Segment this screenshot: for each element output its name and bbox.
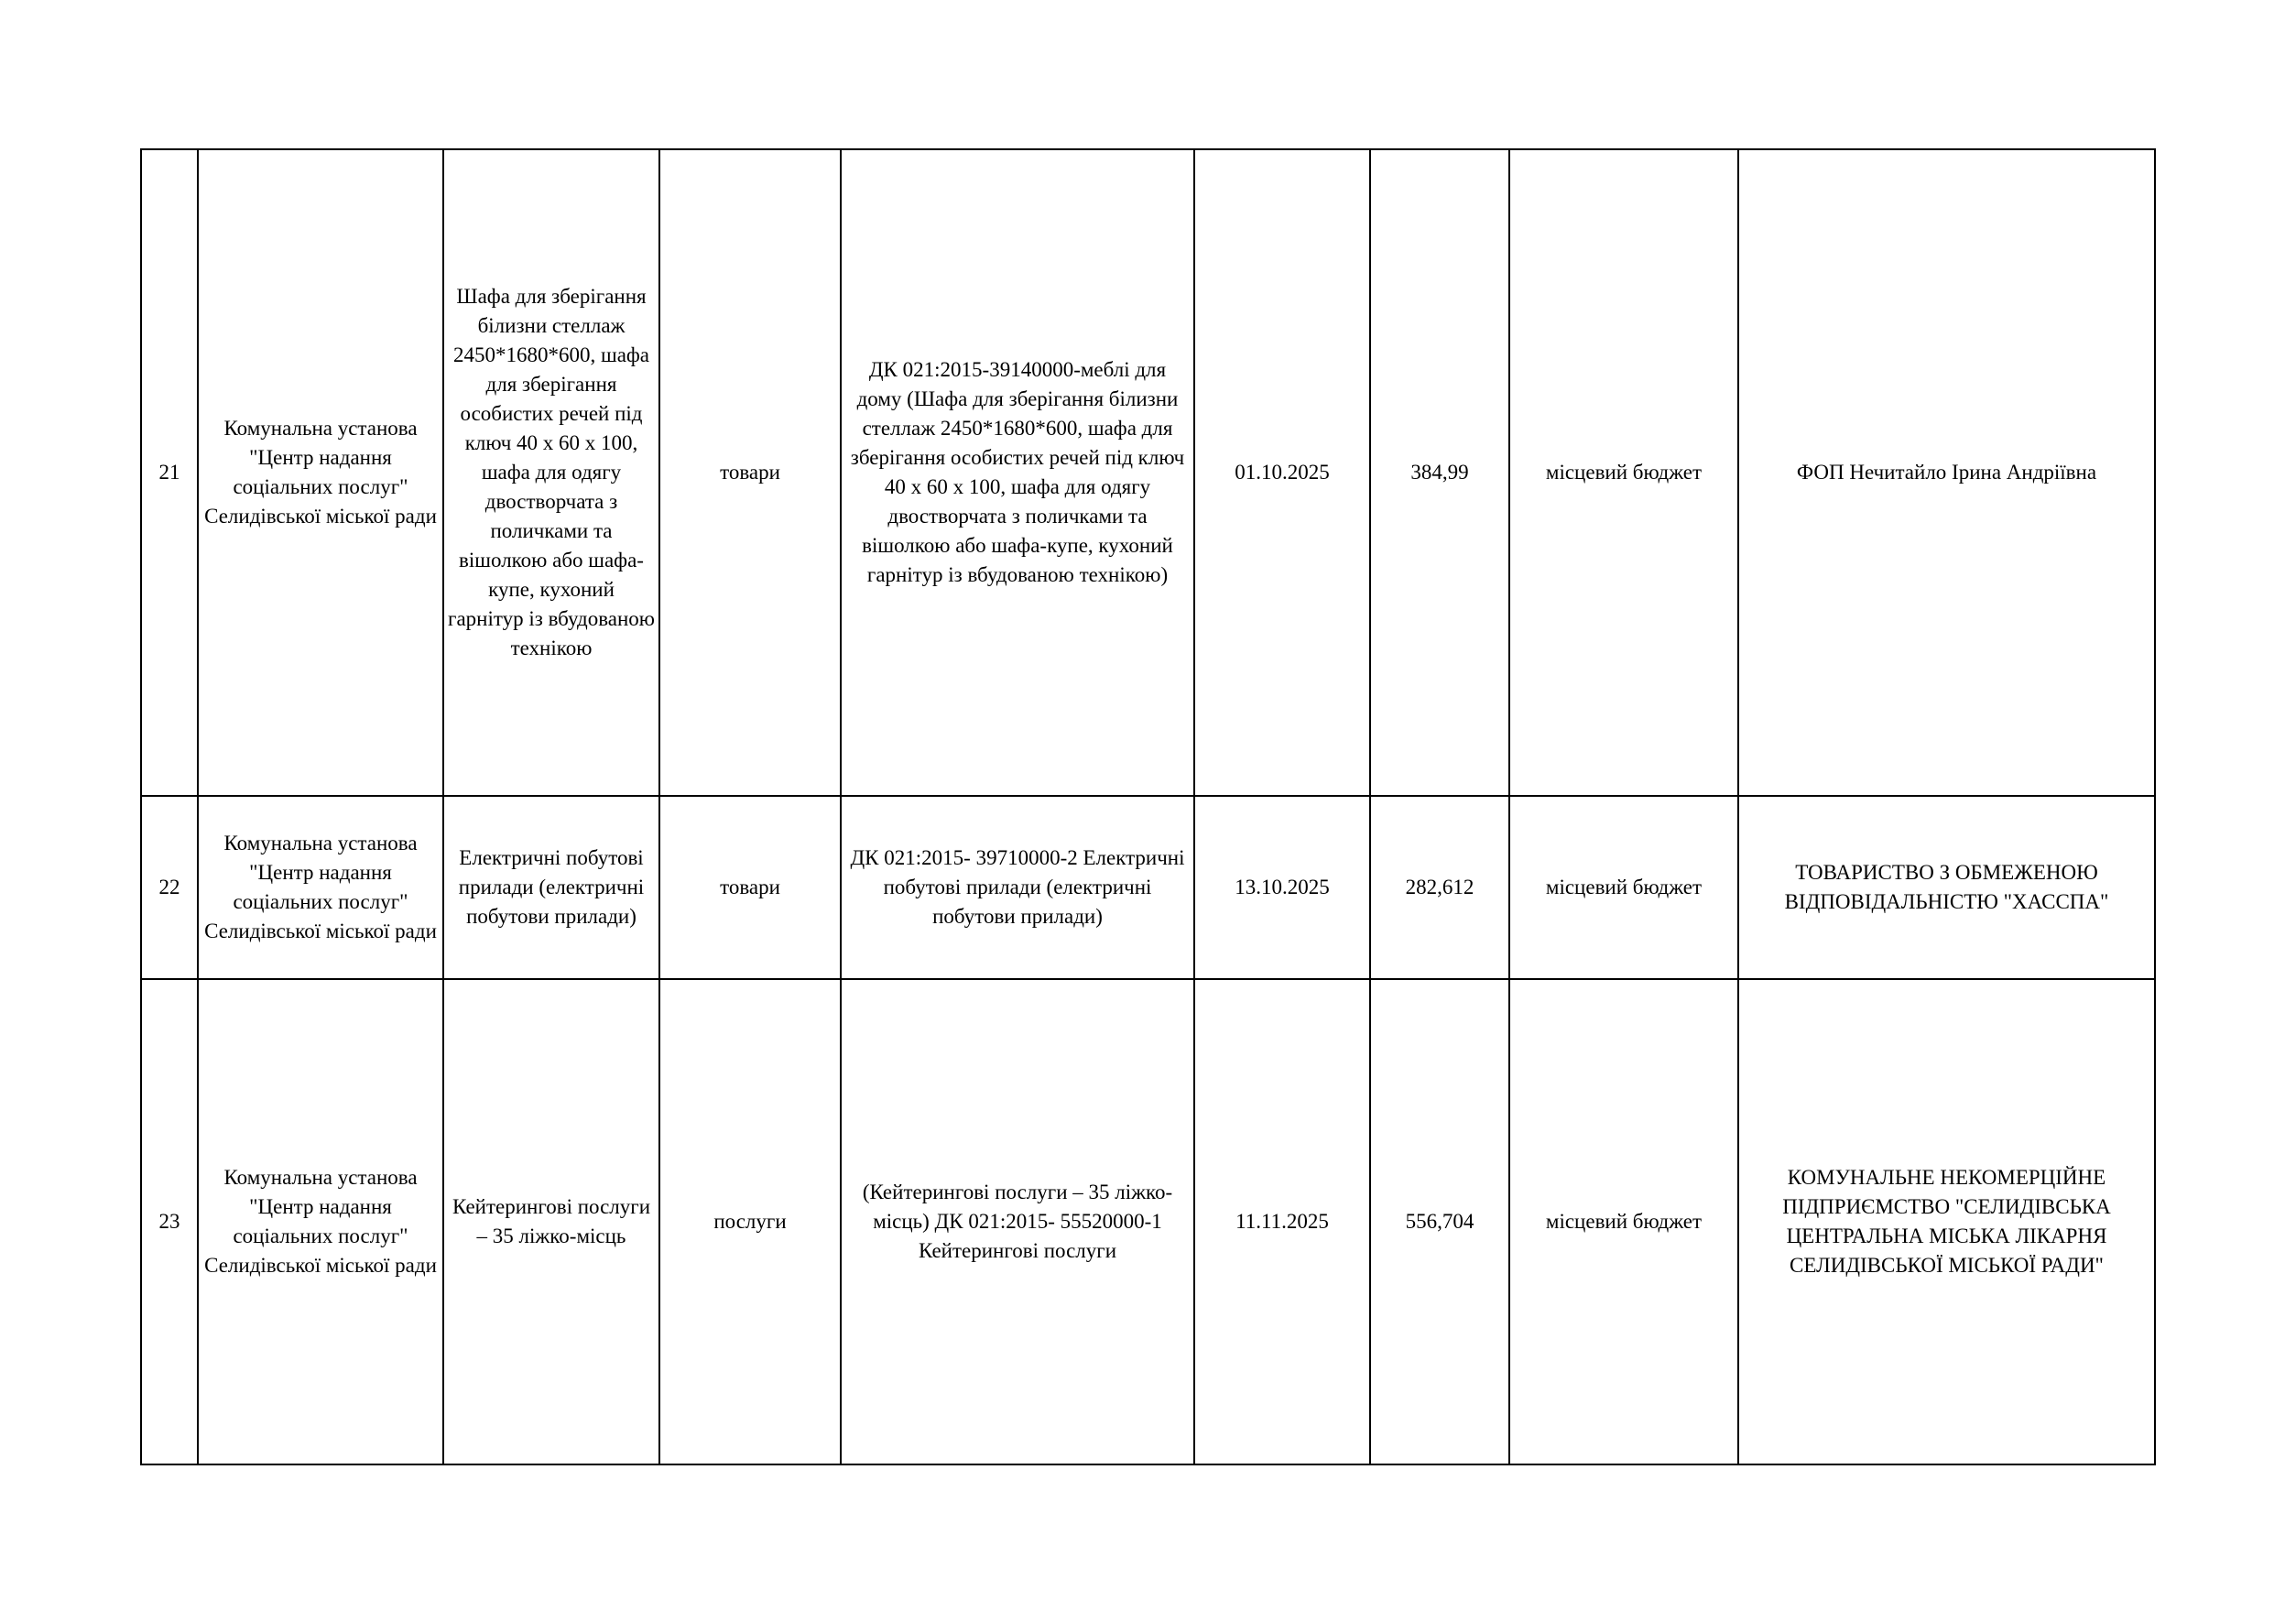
- funding-source-cell: місцевий бюджет: [1509, 796, 1738, 979]
- supplier-cell: КОМУНАЛЬНЕ НЕКОМЕРЦІЙНЕ ПІДПРИЄМСТВО "СЕЛИДІВСЬКА ЦЕНТРАЛЬНА МІСЬКА ЛІКАРНЯ СЕЛИДІВСЬКОЇ МІСЬКОЇ РАДИ": [1738, 979, 2155, 1464]
- procurement-type-cell: товари: [659, 149, 841, 796]
- date-cell: 13.10.2025: [1194, 796, 1370, 979]
- procurement-type-cell: послуги: [659, 979, 841, 1464]
- table-row: [141, 149, 2155, 796]
- cpv-code-cell: (Кейтерингові послуги – 35 ліжко-місць) ДК 021:2015- 55520000-1 Кейтерингові послуги: [841, 979, 1194, 1464]
- amount-cell: 282,612: [1370, 796, 1509, 979]
- table-row: [141, 796, 2155, 979]
- table-row: [141, 979, 2155, 1464]
- subject-cell: Шафа для зберігання білизни стеллаж 2450*1680*600, шафа для зберігання особистих речей під ключ 40 х 60 х 100, шафа для одягу двостворчата з поличками та вішолкою або шафа-купе, кухоний гарнітур із вбудованою технікою: [443, 149, 659, 796]
- row-number-cell: 21: [141, 149, 198, 796]
- date-cell: 01.10.2025: [1194, 149, 1370, 796]
- customer-cell: Комунальна установа "Центр надання соціальних послуг" Селидівської міської ради: [198, 979, 443, 1464]
- supplier-cell: ТОВАРИСТВО З ОБМЕЖЕНОЮ ВІДПОВІДАЛЬНІСТЮ "ХАССПА": [1738, 796, 2155, 979]
- procurement-table: [140, 148, 2156, 1465]
- procurement-type-cell: товари: [659, 796, 841, 979]
- row-number-cell: 23: [141, 979, 198, 1464]
- subject-cell: Електричні побутові прилади (електричні побутови прилади): [443, 796, 659, 979]
- cpv-code-cell: ДК 021:2015-39140000-меблі для дому (Шафа для зберігання білизни стеллаж 2450*1680*600, шафа для зберігання особистих речей під ключ 40 х 60 х 100, шафа для одягу двостворчата з поличками та вішолкою або шафа-купе, кухоний гарнітур із вбудованою технікою): [841, 149, 1194, 796]
- funding-source-cell: місцевий бюджет: [1509, 149, 1738, 796]
- customer-cell: Комунальна установа "Центр надання соціальних послуг" Селидівської міської ради: [198, 796, 443, 979]
- funding-source-cell: місцевий бюджет: [1509, 979, 1738, 1464]
- date-cell: 11.11.2025: [1194, 979, 1370, 1464]
- row-number-cell: 22: [141, 796, 198, 979]
- subject-cell: Кейтерингові послуги – 35 ліжко-місць: [443, 979, 659, 1464]
- supplier-cell: ФОП Нечитайло Ірина Андріївна: [1738, 149, 2155, 796]
- cpv-code-cell: ДК 021:2015- 39710000-2 Електричні побутові прилади (електричні побутови прилади): [841, 796, 1194, 979]
- customer-cell: Комунальна установа "Центр надання соціальних послуг" Селидівської міської ради: [198, 149, 443, 796]
- amount-cell: 556,704: [1370, 979, 1509, 1464]
- amount-cell: 384,99: [1370, 149, 1509, 796]
